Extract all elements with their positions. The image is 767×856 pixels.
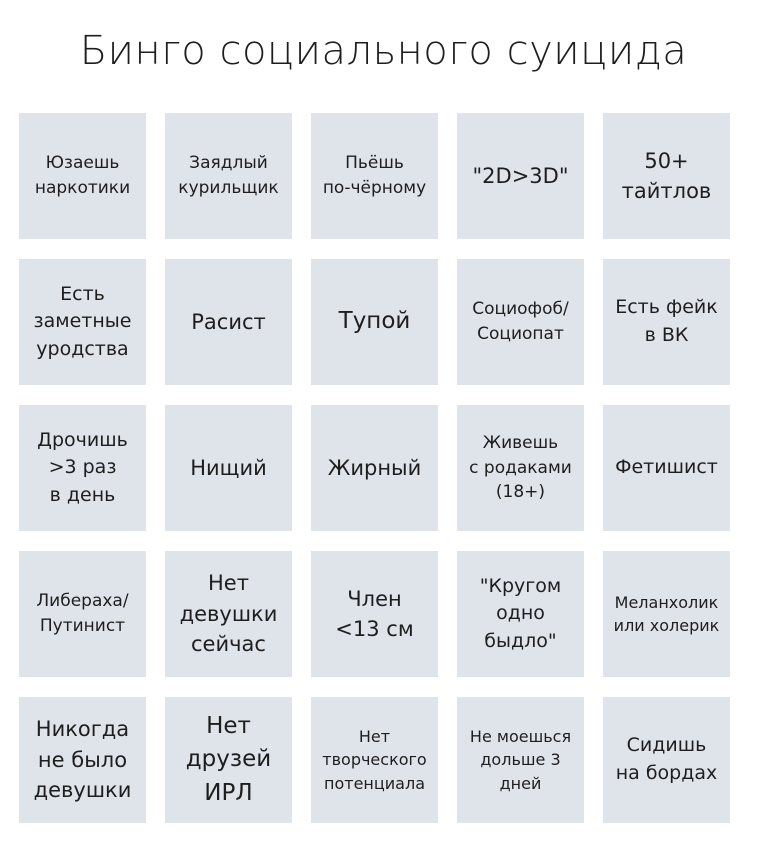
bingo-cell[interactable]: "2D>3D" <box>457 113 584 239</box>
bingo-cell[interactable]: Нет девушки сейчас <box>165 551 292 677</box>
page-title: Бинго социального суицида <box>79 28 688 74</box>
bingo-cell[interactable]: Тупой <box>311 259 438 385</box>
bingo-cell[interactable]: Нет творческого потенциала <box>311 697 438 823</box>
bingo-cell[interactable]: Расист <box>165 259 292 385</box>
bingo-cell[interactable]: Нет друзей ИРЛ <box>165 697 292 823</box>
bingo-cell[interactable]: Жирный <box>311 405 438 531</box>
bingo-cell[interactable]: Заядлый курильщик <box>165 113 292 239</box>
bingo-cell[interactable]: Не моешься дольше 3 дней <box>457 697 584 823</box>
bingo-board <box>19 113 761 823</box>
bingo-cell[interactable]: Есть фейк в ВК <box>603 259 730 385</box>
bingo-cell[interactable]: Дрочишь >3 раз в день <box>19 405 146 531</box>
bingo-cell[interactable]: Либераха/ Путинист <box>19 551 146 677</box>
bingo-cell[interactable]: Юзаешь наркотики <box>19 113 146 239</box>
bingo-cell[interactable]: Меланхолик или холерик <box>603 551 730 677</box>
bingo-cell[interactable]: Живешь с родаками (18+) <box>457 405 584 531</box>
bingo-cell[interactable]: Член <13 см <box>311 551 438 677</box>
bingo-cell[interactable]: Есть заметные уродства <box>19 259 146 385</box>
bingo-cell[interactable]: Социофоб/ Социопат <box>457 259 584 385</box>
bingo-cell[interactable]: Пьёшь по-чёрному <box>311 113 438 239</box>
bingo-cell[interactable]: Нищий <box>165 405 292 531</box>
bingo-cell[interactable]: 50+ тайтлов <box>603 113 730 239</box>
bingo-cell[interactable]: Никогда не было девушки <box>19 697 146 823</box>
bingo-cell[interactable]: Сидишь на бордах <box>603 697 730 823</box>
bingo-cell[interactable]: Фетишист <box>603 405 730 531</box>
bingo-cell[interactable]: "Кругом одно быдло" <box>457 551 584 677</box>
